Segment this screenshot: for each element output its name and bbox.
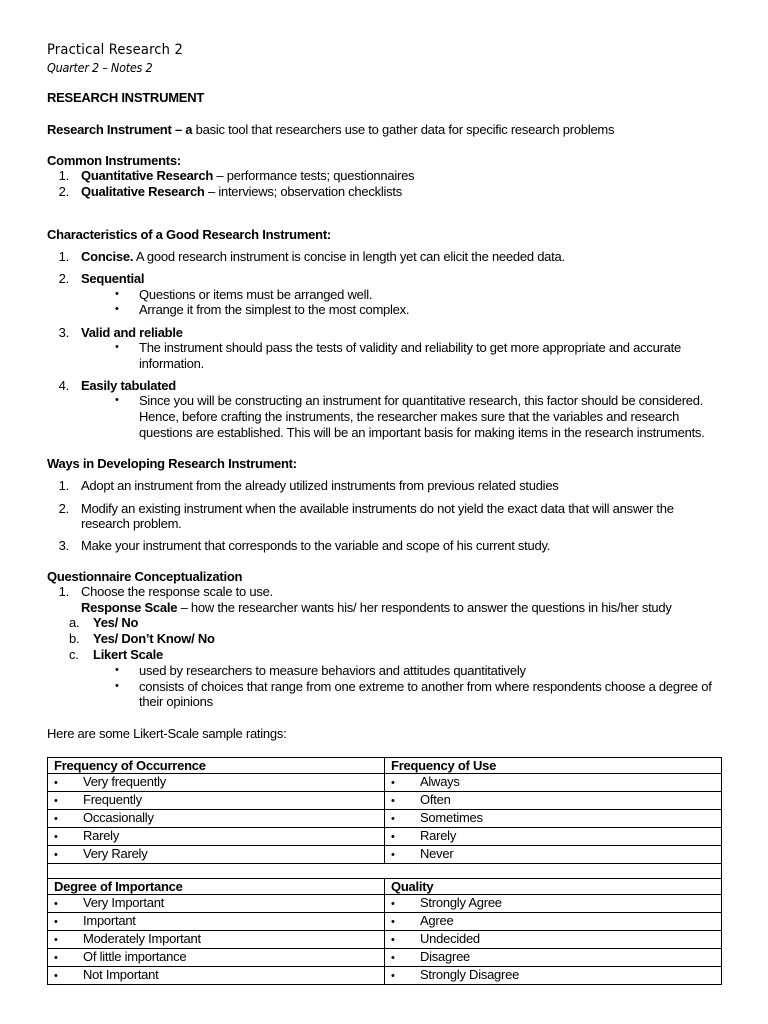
bullet-icon: •	[115, 303, 119, 315]
cell-text: Very frequently	[83, 774, 166, 789]
list-item-term: Valid and reliable	[81, 325, 183, 340]
list-item-term: Concise.	[81, 249, 134, 264]
bullet-icon: •	[54, 934, 58, 946]
list-item-term: Easily tabulated	[81, 378, 176, 393]
bullet-text: Since you will be constructing an instrument for quantitative research, this factor should be considered. Hence, before crafting the instruments, the researcher makes sure that the variables and research questions are established. This will be an important basis for making items in the research instruments.	[139, 393, 705, 440]
list-item	[81, 249, 565, 264]
cell-text: Occasionally	[83, 810, 154, 825]
table-header-cell: Degree of Importance	[48, 879, 385, 895]
document-subtitle: Quarter 2 – Notes 2	[47, 60, 153, 75]
table-row	[48, 967, 722, 985]
bullet-icon: •	[54, 952, 58, 964]
response-scale-term: Response Scale	[81, 600, 178, 615]
table-cell	[48, 931, 385, 949]
list-item-term: Qualitative Research	[81, 184, 205, 199]
list-item-text: A good research instrument is concise in length yet can elicit the needed data.	[133, 249, 565, 264]
table-cell	[385, 931, 722, 949]
bullet-text: consists of choices that range from one extreme to another from where respondents choose a degree of their opinions	[139, 679, 712, 709]
cell-text: Strongly Disagree	[420, 967, 520, 982]
list-number: 4.	[58, 378, 69, 393]
bullet-icon: •	[54, 813, 58, 825]
bullet-text: Arrange it from the simplest to the most complex.	[139, 302, 410, 317]
cell-text: Often	[420, 792, 451, 807]
table-row	[48, 828, 722, 846]
cell-text: Important	[83, 913, 136, 928]
cell-text: Not Important	[83, 967, 159, 982]
list-item-term: Sequential	[81, 271, 145, 286]
cell-text: Agree	[420, 913, 454, 928]
table-cell	[385, 895, 722, 913]
option-label: Likert Scale	[93, 647, 163, 662]
cell-text: Rarely	[83, 828, 120, 843]
bullet-icon: •	[115, 341, 119, 353]
bullet-icon: •	[391, 813, 395, 825]
section-heading: RESEARCH INSTRUMENT	[47, 90, 205, 105]
bullet-icon: •	[115, 394, 119, 406]
table-cell	[385, 792, 722, 810]
table-row	[48, 931, 722, 949]
list-item-text: Adopt an instrument from the already utilized instruments from previous related studies	[81, 478, 559, 493]
table-cell	[48, 774, 385, 792]
bullet-icon: •	[391, 831, 395, 843]
list-number: 2.	[58, 501, 69, 516]
option-letter: a.	[69, 615, 80, 630]
likert-table	[47, 757, 722, 985]
table-cell	[385, 967, 722, 985]
definition-connector: – a	[171, 122, 193, 137]
bullet-icon: •	[391, 916, 395, 928]
list-number: 1.	[58, 584, 69, 599]
bullet-icon: •	[54, 849, 58, 861]
list-item-term: Quantitative Research	[81, 168, 214, 183]
table-cell	[48, 792, 385, 810]
list-item-text: Make your instrument that corresponds to the variable and scope of his current study.	[81, 538, 551, 553]
bullet-icon: •	[54, 970, 58, 982]
list-number: 3.	[58, 538, 69, 553]
table-cell	[385, 810, 722, 828]
table-row	[48, 895, 722, 913]
characteristics-heading: Characteristics of a Good Research Instrument:	[47, 227, 331, 242]
table-cell	[385, 774, 722, 792]
table-row	[48, 949, 722, 967]
bullet-icon: •	[54, 898, 58, 910]
bullet-icon: •	[391, 934, 395, 946]
response-scale-text: – how the researcher wants his/ her respondents to answer the questions in his/her study	[177, 600, 672, 615]
document-title: Practical Research 2	[47, 42, 183, 58]
list-item-text: – interviews; observation checklists	[204, 184, 403, 199]
definition-term: Research Instrument	[47, 122, 172, 137]
option-letter: c.	[69, 647, 79, 662]
table-cell	[48, 846, 385, 864]
cell-text: Very Rarely	[83, 846, 148, 861]
table-row	[48, 846, 722, 864]
bullet-icon: •	[391, 777, 395, 789]
table-cell	[48, 810, 385, 828]
table-header-cell: Quality	[385, 879, 722, 895]
list-item-text: – performance tests; questionnaires	[213, 168, 415, 183]
definition-line	[47, 122, 614, 137]
cell-text: Never	[420, 846, 454, 861]
list-number: 1.	[58, 249, 69, 264]
list-item	[81, 168, 414, 183]
bullet-text: The instrument should pass the tests of validity and reliability to get more appropriate and accurate information.	[139, 340, 682, 371]
table-row	[48, 774, 722, 792]
definition-text: basic tool that researchers use to gather data for specific research problems	[192, 122, 615, 137]
table-cell	[48, 895, 385, 913]
bullet-icon: •	[391, 970, 395, 982]
bullet-icon: •	[115, 680, 119, 692]
table-cell	[385, 846, 722, 864]
table-row	[48, 792, 722, 810]
bullet-icon: •	[54, 831, 58, 843]
table-cell	[385, 828, 722, 846]
cell-text: Strongly Agree	[420, 895, 502, 910]
cell-text: Rarely	[420, 828, 457, 843]
table-row	[48, 913, 722, 931]
cell-text: Always	[420, 774, 460, 789]
bullet-icon: •	[115, 288, 119, 300]
table-cell	[48, 967, 385, 985]
bullet-icon: •	[54, 916, 58, 928]
list-number: 1.	[58, 168, 69, 183]
table-cell	[385, 949, 722, 967]
bullet-text: used by researchers to measure behaviors and attitudes quantitatively	[139, 663, 526, 678]
ways-heading: Ways in Developing Research Instrument:	[47, 456, 297, 471]
likert-intro: Here are some Likert-Scale sample ratings:	[47, 726, 287, 741]
list-number: 1.	[58, 478, 69, 493]
option-label: Yes/ Don’t Know/ No	[93, 631, 215, 646]
cell-text: Sometimes	[420, 810, 483, 825]
table-spacer-row	[48, 864, 722, 879]
cell-text: Disagree	[420, 949, 471, 964]
table-spacer-cell	[48, 864, 722, 879]
list-number: 2.	[58, 184, 69, 199]
questionnaire-step: Choose the response scale to use.	[81, 584, 273, 599]
table-cell	[48, 913, 385, 931]
cell-text: Moderately Important	[83, 931, 201, 946]
option-letter: b.	[69, 631, 80, 646]
response-scale-definition	[81, 600, 672, 615]
bullet-icon: •	[391, 952, 395, 964]
table-header-row	[48, 879, 722, 895]
list-number: 2.	[58, 271, 69, 286]
bullet-icon: •	[391, 898, 395, 910]
table-header-cell: Frequency of Use	[385, 758, 722, 774]
questionnaire-heading: Questionnaire Conceptualization	[47, 569, 243, 584]
table-header-row	[48, 758, 722, 774]
cell-text: Frequently	[83, 792, 142, 807]
option-label: Yes/ No	[93, 615, 139, 630]
bullet-icon: •	[54, 795, 58, 807]
list-item-text: Modify an existing instrument when the available instruments do not yield the exact data that will answer the research problem.	[81, 501, 674, 531]
bullet-icon: •	[54, 777, 58, 789]
bullet-icon: •	[115, 664, 119, 676]
bullet-icon: •	[391, 795, 395, 807]
cell-text: Undecided	[420, 931, 480, 946]
table-cell	[385, 913, 722, 931]
table-cell	[48, 828, 385, 846]
table-cell	[48, 949, 385, 967]
bullet-icon: •	[391, 849, 395, 861]
cell-text: Of little importance	[83, 949, 187, 964]
table-header-cell: Frequency of Occurrence	[48, 758, 385, 774]
list-number: 3.	[58, 325, 69, 340]
list-item	[81, 184, 402, 199]
bullet-text: Questions or items must be arranged well.	[139, 287, 373, 302]
table-row	[48, 810, 722, 828]
cell-text: Very Important	[83, 895, 165, 910]
common-instruments-heading: Common Instruments:	[47, 153, 181, 168]
